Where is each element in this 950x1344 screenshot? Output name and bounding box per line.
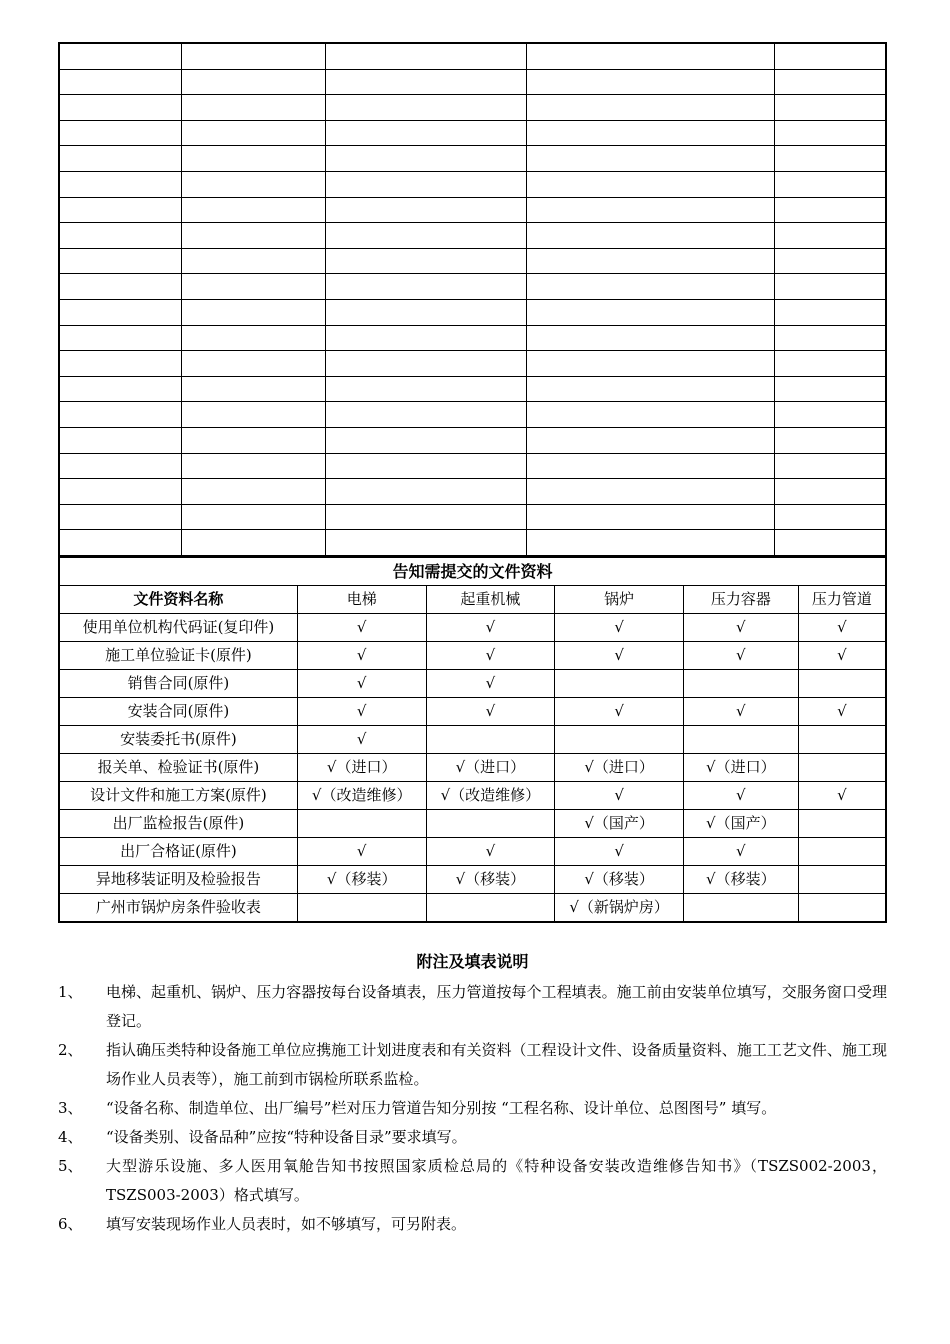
requirement-cell: √: [426, 641, 555, 669]
document-name-cell: 广州市锅炉房条件验收表: [59, 893, 297, 922]
requirement-cell: [683, 893, 798, 922]
blank-cell[interactable]: [59, 376, 182, 402]
note-text: “设备名称、制造单位、出厂编号”栏对压力管道告知分别按 “工程名称、设计单位、总图图号” 填写。: [106, 1098, 777, 1117]
blank-cell[interactable]: [527, 402, 774, 428]
requirement-cell: √: [798, 641, 886, 669]
blank-cell[interactable]: [59, 69, 182, 95]
blank-cell[interactable]: [527, 197, 774, 223]
requirement-cell: √（进口）: [683, 753, 798, 781]
document-name-cell: 安装合同(原件): [59, 697, 297, 725]
blank-cell[interactable]: [325, 120, 527, 146]
requirement-cell: [798, 809, 886, 837]
blank-cell[interactable]: [527, 325, 774, 351]
blank-row: [59, 325, 886, 351]
blank-cell[interactable]: [182, 299, 326, 325]
requirement-cell: √: [297, 641, 426, 669]
note-number: 2、: [58, 1040, 83, 1059]
requirement-cell: √: [555, 781, 684, 809]
blank-cell[interactable]: [774, 402, 886, 428]
blank-cell[interactable]: [182, 530, 326, 556]
requirement-cell: √: [297, 613, 426, 641]
requirement-cell: √: [683, 697, 798, 725]
blank-cell[interactable]: [59, 351, 182, 377]
blank-cell[interactable]: [182, 453, 326, 479]
blank-cell[interactable]: [59, 171, 182, 197]
note-number: 1、: [58, 982, 83, 1001]
note-text: “设备类别、设备品种”应按“特种设备目录”要求填写。: [106, 1127, 467, 1146]
blank-cell[interactable]: [182, 197, 326, 223]
table-row: [59, 697, 886, 725]
requirement-cell: √: [426, 697, 555, 725]
table-row: [59, 865, 886, 893]
blank-cell[interactable]: [774, 376, 886, 402]
blank-cell[interactable]: [182, 69, 326, 95]
document-name-cell: 使用单位机构代码证(复印件): [59, 613, 297, 641]
blank-row: [59, 197, 886, 223]
blank-cell[interactable]: [325, 69, 527, 95]
requirement-cell: √: [683, 613, 798, 641]
note-item: [58, 1152, 887, 1210]
blank-cell[interactable]: [527, 69, 774, 95]
note-number: 3、: [58, 1098, 83, 1117]
requirement-cell: [683, 725, 798, 753]
blank-cell[interactable]: [182, 504, 326, 530]
requirement-cell: [683, 669, 798, 697]
blank-cell[interactable]: [325, 146, 527, 172]
blank-cell[interactable]: [182, 120, 326, 146]
blank-row: [59, 504, 886, 530]
blank-cell[interactable]: [325, 223, 527, 249]
blank-cell[interactable]: [59, 120, 182, 146]
blank-row: [59, 248, 886, 274]
column-header: 压力管道: [798, 585, 886, 613]
requirement-cell: √（进口）: [297, 753, 426, 781]
requirement-cell: √（进口）: [555, 753, 684, 781]
requirement-cell: √: [798, 781, 886, 809]
blank-cell[interactable]: [182, 402, 326, 428]
table-row: [59, 753, 886, 781]
blank-cell[interactable]: [774, 69, 886, 95]
requirement-cell: [798, 725, 886, 753]
requirement-cell: [798, 865, 886, 893]
note-text: 填写安装现场作业人员表时，如不够填写，可另附表。: [106, 1214, 467, 1233]
note-text: 指认确压类特种设备施工单位应携施工计划进度表和有关资料（工程设计文件、设备质量资料、施工工艺文件、施工现场作业人员表等），施工前到市锅检所联系监检。: [106, 1040, 887, 1088]
requirement-cell: √: [683, 837, 798, 865]
requirement-cell: √: [297, 837, 426, 865]
requirement-cell: √: [798, 613, 886, 641]
requirement-cell: √（移装）: [297, 865, 426, 893]
blank-cell[interactable]: [527, 120, 774, 146]
requirement-cell: √（移装）: [555, 865, 684, 893]
requirement-cell: √: [683, 641, 798, 669]
blank-cell[interactable]: [325, 351, 527, 377]
column-header: 电梯: [297, 585, 426, 613]
blank-row: [59, 530, 886, 556]
note-item: [58, 1210, 887, 1239]
document-name-cell: 安装委托书(原件): [59, 725, 297, 753]
requirement-cell: √: [555, 613, 684, 641]
blank-cell[interactable]: [59, 223, 182, 249]
note-item: [58, 1036, 887, 1094]
blank-cell[interactable]: [774, 530, 886, 556]
requirement-cell: √: [798, 697, 886, 725]
blank-cell[interactable]: [59, 402, 182, 428]
blank-cell[interactable]: [182, 171, 326, 197]
table-row: [59, 669, 886, 697]
blank-cell[interactable]: [59, 248, 182, 274]
note-item: [58, 1094, 887, 1123]
blank-cell[interactable]: [325, 171, 527, 197]
blank-cell[interactable]: [59, 197, 182, 223]
blank-cell[interactable]: [182, 325, 326, 351]
requirement-cell: [555, 725, 684, 753]
document-page: [58, 42, 887, 1239]
document-name-cell: 设计文件和施工方案(原件): [59, 781, 297, 809]
requirement-cell: √: [297, 669, 426, 697]
requirement-cell: √（改造维修）: [426, 781, 555, 809]
blank-cell[interactable]: [774, 453, 886, 479]
blank-cell[interactable]: [774, 43, 886, 69]
column-header: 锅炉: [555, 585, 684, 613]
requirement-cell: √: [426, 669, 555, 697]
requirement-cell: √（新锅炉房）: [555, 893, 684, 922]
blank-row: [59, 402, 886, 428]
blank-cell[interactable]: [182, 427, 326, 453]
table-row: [59, 725, 886, 753]
blank-cell[interactable]: [774, 223, 886, 249]
blank-row: [59, 146, 886, 172]
requirement-cell: [297, 809, 426, 837]
blank-cell[interactable]: [59, 43, 182, 69]
notes-list: [58, 978, 887, 1239]
blank-cell[interactable]: [527, 479, 774, 505]
requirement-cell: [798, 669, 886, 697]
blank-row: [59, 120, 886, 146]
blank-cell[interactable]: [325, 376, 527, 402]
blank-row: [59, 43, 886, 69]
column-header: 压力容器: [683, 585, 798, 613]
notes-title: 附注及填表说明: [416, 951, 529, 971]
blank-cell[interactable]: [325, 325, 527, 351]
blank-cell[interactable]: [325, 43, 527, 69]
table-row: [59, 837, 886, 865]
blank-row: [59, 95, 886, 121]
blank-cell[interactable]: [59, 95, 182, 121]
note-text: 大型游乐设施、多人医用氧舱告知书按照国家质检总局的《特种设备安装改造维修告知书》（TSZS002-2003，TSZS003-2003）格式填写。: [106, 1156, 887, 1204]
note-item: [58, 1123, 887, 1152]
requirement-cell: [798, 837, 886, 865]
blank-cell[interactable]: [325, 479, 527, 505]
blank-cell[interactable]: [59, 504, 182, 530]
documents-table-title: 告知需提交的文件资料: [59, 557, 886, 586]
requirement-cell: [297, 893, 426, 922]
blank-cell[interactable]: [527, 427, 774, 453]
column-header: 起重机械: [426, 585, 555, 613]
blank-cell[interactable]: [325, 95, 527, 121]
blank-cell[interactable]: [325, 274, 527, 300]
table-row: [59, 781, 886, 809]
requirement-cell: √: [426, 613, 555, 641]
requirement-cell: √（移装）: [683, 865, 798, 893]
requirement-cell: √: [555, 837, 684, 865]
blank-cell[interactable]: [325, 299, 527, 325]
blank-cell[interactable]: [774, 427, 886, 453]
blank-cell[interactable]: [774, 120, 886, 146]
required-documents-table: [58, 556, 887, 923]
blank-cell[interactable]: [527, 223, 774, 249]
table-row: [59, 641, 886, 669]
note-number: 4、: [58, 1127, 83, 1146]
requirement-cell: [798, 893, 886, 922]
blank-cell[interactable]: [774, 95, 886, 121]
blank-cell[interactable]: [527, 274, 774, 300]
blank-cell[interactable]: [59, 325, 182, 351]
blank-cell[interactable]: [527, 43, 774, 69]
blank-cell[interactable]: [325, 453, 527, 479]
blank-cell[interactable]: [774, 325, 886, 351]
blank-entry-table: [58, 42, 887, 556]
blank-cell[interactable]: [325, 248, 527, 274]
blank-cell[interactable]: [59, 274, 182, 300]
requirement-cell: √（国产）: [555, 809, 684, 837]
blank-cell[interactable]: [774, 197, 886, 223]
blank-cell[interactable]: [527, 351, 774, 377]
note-number: 6、: [58, 1214, 83, 1233]
blank-row: [59, 479, 886, 505]
blank-cell[interactable]: [182, 376, 326, 402]
blank-cell[interactable]: [527, 299, 774, 325]
document-name-cell: 出厂合格证(原件): [59, 837, 297, 865]
blank-cell[interactable]: [527, 146, 774, 172]
blank-cell[interactable]: [527, 248, 774, 274]
blank-cell[interactable]: [59, 530, 182, 556]
blank-cell[interactable]: [182, 43, 326, 69]
blank-cell[interactable]: [182, 351, 326, 377]
requirement-cell: √（国产）: [683, 809, 798, 837]
blank-row: [59, 351, 886, 377]
requirement-cell: √（移装）: [426, 865, 555, 893]
blank-cell[interactable]: [774, 504, 886, 530]
blank-cell[interactable]: [527, 376, 774, 402]
blank-cell[interactable]: [182, 223, 326, 249]
table-row: [59, 613, 886, 641]
requirement-cell: √（进口）: [426, 753, 555, 781]
requirement-cell: [426, 809, 555, 837]
blank-row: [59, 453, 886, 479]
requirement-cell: [555, 669, 684, 697]
document-name-cell: 报关单、检验证书(原件): [59, 753, 297, 781]
blank-cell[interactable]: [182, 95, 326, 121]
blank-cell[interactable]: [325, 197, 527, 223]
blank-cell[interactable]: [325, 427, 527, 453]
blank-cell[interactable]: [325, 504, 527, 530]
blank-cell[interactable]: [774, 274, 886, 300]
blank-cell[interactable]: [774, 248, 886, 274]
blank-cell[interactable]: [325, 530, 527, 556]
blank-cell[interactable]: [527, 453, 774, 479]
table-row: [59, 893, 886, 922]
document-name-cell: 销售合同(原件): [59, 669, 297, 697]
blank-cell[interactable]: [774, 171, 886, 197]
blank-cell[interactable]: [774, 299, 886, 325]
documents-table-header: [59, 585, 886, 613]
document-name-cell: 施工单位验证卡(原件): [59, 641, 297, 669]
blank-row: [59, 274, 886, 300]
table-row: [59, 809, 886, 837]
blank-cell[interactable]: [59, 299, 182, 325]
blank-cell[interactable]: [59, 146, 182, 172]
note-text: 电梯、起重机、锅炉、压力容器按每台设备填表，压力管道按每个工程填表。施工前由安装单位填写，交服务窗口受理登记。: [106, 982, 887, 1030]
requirement-cell: √: [426, 837, 555, 865]
requirement-cell: √: [555, 641, 684, 669]
blank-cell[interactable]: [182, 248, 326, 274]
blank-row: [59, 223, 886, 249]
requirement-cell: [426, 725, 555, 753]
requirement-cell: √: [683, 781, 798, 809]
blank-cell[interactable]: [59, 479, 182, 505]
blank-cell[interactable]: [527, 95, 774, 121]
column-header: 文件资料名称: [59, 585, 297, 613]
requirement-cell: √: [555, 697, 684, 725]
blank-row: [59, 171, 886, 197]
requirement-cell: √: [297, 725, 426, 753]
document-name-cell: 出厂监检报告(原件): [59, 809, 297, 837]
blank-cell[interactable]: [182, 146, 326, 172]
blank-row: [59, 69, 886, 95]
blank-cell[interactable]: [325, 402, 527, 428]
blank-cell[interactable]: [774, 479, 886, 505]
requirement-cell: [426, 893, 555, 922]
blank-cell[interactable]: [774, 146, 886, 172]
blank-row: [59, 299, 886, 325]
blank-cell[interactable]: [59, 427, 182, 453]
requirement-cell: [798, 753, 886, 781]
blank-cell[interactable]: [182, 479, 326, 505]
blank-cell[interactable]: [182, 274, 326, 300]
blank-row: [59, 376, 886, 402]
blank-cell[interactable]: [527, 171, 774, 197]
requirement-cell: √: [297, 697, 426, 725]
note-item: [58, 978, 887, 1036]
blank-cell[interactable]: [527, 530, 774, 556]
requirement-cell: √（改造维修）: [297, 781, 426, 809]
blank-row: [59, 427, 886, 453]
document-name-cell: 异地移装证明及检验报告: [59, 865, 297, 893]
blank-cell[interactable]: [59, 453, 182, 479]
blank-cell[interactable]: [527, 504, 774, 530]
blank-cell[interactable]: [774, 351, 886, 377]
note-number: 5、: [58, 1156, 83, 1175]
